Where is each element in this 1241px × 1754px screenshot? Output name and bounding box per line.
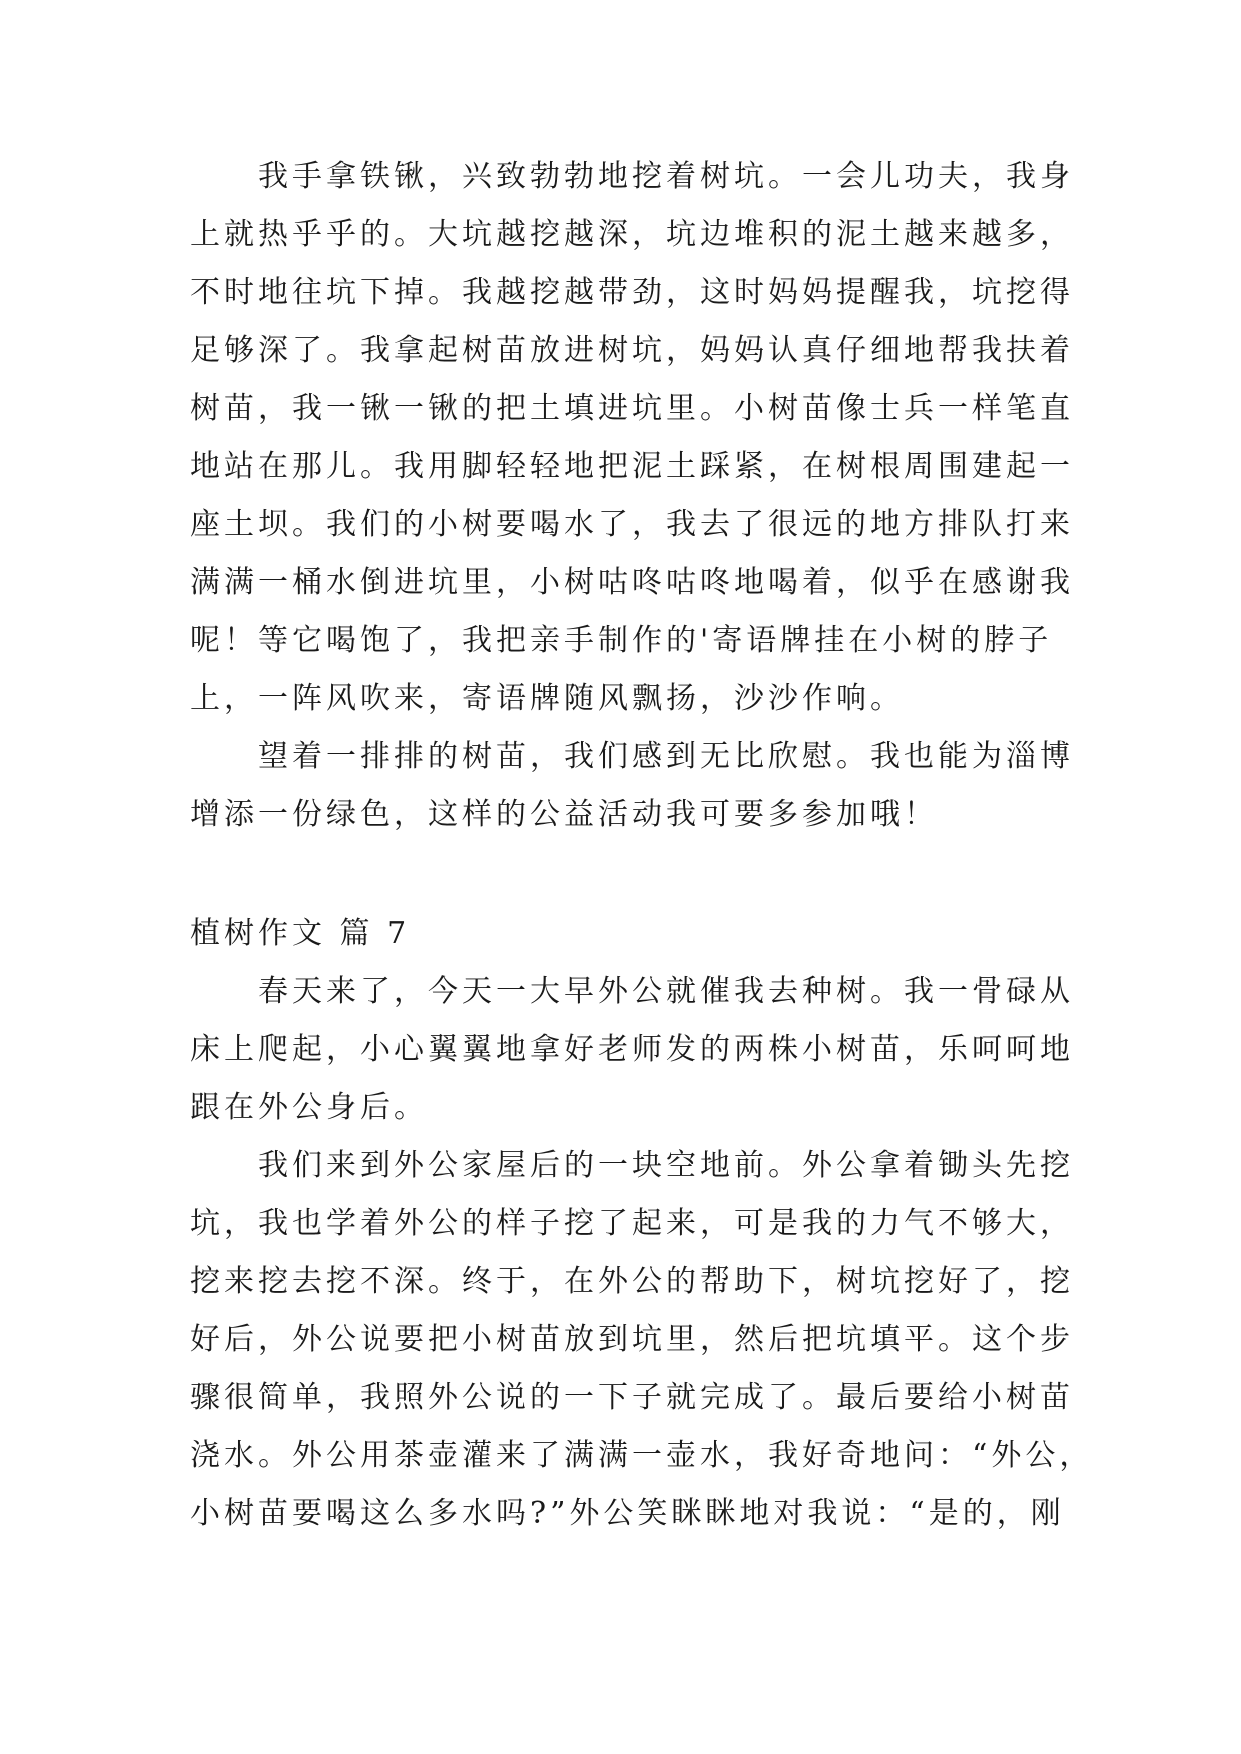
text-line: 骤很简单，我照外公说的一下子就完成了。最后要给小树苗 — [190, 1380, 1074, 1415]
text-line: 小树苗要喝这么多水吗?”外公笑眯眯地对我说：“是的，刚 — [190, 1496, 1065, 1531]
section-2-body — [190, 963, 1094, 1543]
section-1-body — [190, 148, 1074, 844]
text-line: 春天来了，今天一大早外公就催我去种树。我一骨碌从 — [258, 974, 1074, 1009]
paragraph-2 — [190, 728, 1074, 844]
text-line: 满满一桶水倒进坑里，小树咕咚咕咚地喝着，似乎在感谢我 — [190, 565, 1074, 600]
section-heading: 植树作文 篇 7 — [190, 916, 411, 951]
text-line: 上，一阵风吹来，寄语牌随风飘扬，沙沙作响。 — [190, 681, 904, 716]
text-line: 浇水。外公用茶壶灌来了满满一壶水，我好奇地问：“外公， — [190, 1438, 1094, 1473]
text-line: 望着一排排的树苗，我们感到无比欣慰。我也能为淄博 — [258, 739, 1074, 774]
text-line: 我们来到外公家屋后的一块空地前。外公拿着锄头先挖 — [258, 1148, 1074, 1183]
text-line: 不时地往坑下掉。我越挖越带劲，这时妈妈提醒我，坑挖得 — [190, 275, 1074, 310]
text-line: 足够深了。我拿起树苗放进树坑，妈妈认真仔细地帮我扶着 — [190, 333, 1074, 368]
text-line: 跟在外公身后。 — [190, 1090, 428, 1125]
paragraph-4 — [190, 1137, 1094, 1543]
text-line: 坑，我也学着外公的样子挖了起来，可是我的力气不够大， — [190, 1206, 1074, 1241]
text-line: 呢！等它喝饱了，我把亲手制作的'寄语牌挂在小树的脖子 — [190, 623, 1053, 658]
text-line: 好后，外公说要把小树苗放到坑里，然后把坑填平。这个步 — [190, 1322, 1074, 1357]
paragraph-3 — [190, 963, 1074, 1137]
text-line: 地站在那儿。我用脚轻轻地把泥土踩紧，在树根周围建起一 — [190, 449, 1074, 484]
paragraph-1 — [190, 148, 1074, 728]
text-line: 上就热乎乎的。大坑越挖越深，坑边堆积的泥土越来越多， — [190, 217, 1074, 252]
text-line: 树苗，我一锹一锹的把土填进坑里。小树苗像士兵一样笔直 — [190, 391, 1074, 426]
text-line: 挖来挖去挖不深。终于，在外公的帮助下，树坑挖好了，挖 — [190, 1264, 1074, 1299]
text-line: 增添一份绿色，这样的公益活动我可要多参加哦！ — [190, 797, 938, 832]
text-line: 我手拿铁锹，兴致勃勃地挖着树坑。一会儿功夫，我身 — [258, 159, 1074, 194]
text-line: 座土坝。我们的小树要喝水了，我去了很远的地方排队打来 — [190, 507, 1074, 542]
text-line: 床上爬起，小心翼翼地拿好老师发的两株小树苗，乐呵呵地 — [190, 1032, 1074, 1067]
